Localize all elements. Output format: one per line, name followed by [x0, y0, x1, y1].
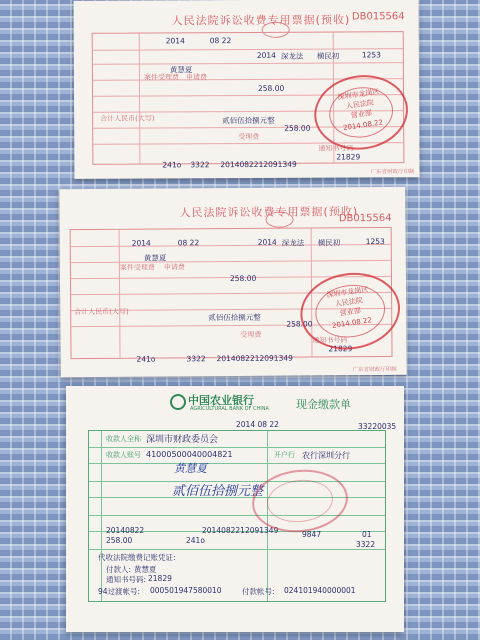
receipt-handler-label: 受理费	[240, 330, 262, 339]
pay-account-label: 付款帐号:	[242, 587, 275, 596]
pay-account: 024101940000001	[284, 586, 356, 595]
payer-line-label: 付款人:	[106, 565, 132, 574]
court-stamp: 深圳市龙岗区 人民法院 营业部 2014.08.22	[309, 69, 413, 156]
bank-cash-deposit-slip	[66, 386, 404, 632]
receipt-payer: 黄慧夏	[169, 65, 193, 75]
receipt-year: 2014	[131, 238, 151, 248]
receipt-case-no: 1253	[361, 50, 381, 60]
receipt-upper-label: 合计人民币(大写)	[74, 307, 129, 317]
receipt-row-label-2: 申请费	[163, 263, 185, 272]
receipt-amount-words: 贰佰伍拾捌元整	[208, 312, 261, 323]
receipt-row-label-1: 案件受理费	[119, 263, 155, 272]
receipt-code-a: 241o	[162, 160, 182, 170]
deposit-amount: 258.00	[106, 536, 133, 545]
slip-top-number: 33220035	[358, 422, 397, 431]
receipt-footer: 广东省财政厅印制	[352, 366, 397, 374]
fee-account: 000501947580010	[150, 586, 222, 595]
receipt-case-no: 1253	[365, 236, 385, 247]
receipt-title-seal	[266, 212, 294, 228]
receipt-clerk: 横民初	[316, 51, 340, 61]
receipt-amount: 258.00	[229, 273, 257, 284]
receipt-handler-label: 受理费	[238, 132, 260, 142]
receipt-court: 深龙法	[281, 238, 305, 248]
receipt-amount: 258.00	[257, 83, 285, 93]
receipt-number: DB015564	[338, 212, 392, 225]
receipt-notice-label: 通知书号码	[318, 144, 354, 153]
receipt-footer: 广东省财政厅印制	[370, 169, 415, 176]
receipt-notice-no: 21829	[336, 152, 361, 162]
receipt-month-day: 08 22	[177, 238, 200, 248]
handwritten-payer: 黄慧夏	[174, 462, 207, 475]
receipt-serial: 20140822120913​49	[220, 159, 297, 170]
receipt-payer: 黄慧夏	[143, 253, 167, 263]
receipt-title: 人民法院诉讼收费专用票据(预收)	[171, 13, 351, 28]
bank-name: 中国农业银行	[188, 394, 254, 407]
payee-label: 收款人全称	[106, 435, 141, 443]
receipt-year-2: 2014	[257, 237, 277, 247]
court-receipt-2	[59, 187, 406, 377]
code-b: 9847	[302, 530, 322, 539]
trace-number: 20140822120913​49	[202, 526, 279, 535]
abc-logo-icon	[170, 394, 186, 410]
account-label: 收款人账号	[106, 451, 141, 459]
handwritten-amount: 贰佰伍拾捌元整	[172, 484, 264, 499]
receipt-code-a: 241o	[136, 354, 156, 364]
code-c: 01	[362, 530, 372, 539]
code-d: 3322	[356, 540, 376, 549]
receipt-row-label-1: 案件受理费	[143, 73, 179, 82]
receipt-amount-2: 258.00	[286, 319, 313, 329]
receipt-court: 深龙法	[280, 51, 304, 61]
receipt-notice-no: 21829	[328, 344, 353, 354]
slip-date: 2014 08 22	[236, 420, 279, 429]
account-number: 41000500040004821	[146, 450, 233, 459]
slip-title: 现金缴款单	[296, 398, 351, 411]
bank-name-en: AGRICULTURAL BANK OF CHINA	[190, 406, 269, 412]
receipt-month-day: 08 22	[209, 36, 232, 46]
receipt-code-b: 3322	[190, 160, 210, 170]
receipt-amount-2: 258.00	[284, 123, 311, 133]
receipt-title: 人民法院诉讼收费专用票据(预收)	[179, 205, 359, 220]
deposit-date: 20140822	[106, 526, 145, 535]
receipt-amount-words: 贰佰伍拾捌元整	[222, 115, 275, 126]
notice-label: 通知书号码:	[106, 575, 147, 584]
receipt-serial: 20140822120913​49	[216, 353, 293, 364]
court-receipt-1	[74, 0, 420, 179]
receipt-clerk: 横民初	[317, 238, 341, 248]
bank-branch: 农行深圳分行	[302, 451, 350, 460]
court-stamp: 深圳市龙岗区 人民法院 营业部 2014.08.22	[295, 266, 405, 356]
receipt-code-b: 3322	[186, 354, 206, 364]
payer-line: 黄慧夏	[134, 565, 157, 574]
payee-name: 深圳市财政委员会	[146, 435, 219, 445]
notice-number: 21829	[148, 574, 172, 583]
receipt-year: 2014	[165, 36, 185, 46]
agency-label: 代收法院缴费记账凭证:	[98, 553, 176, 562]
fee-account-label: 94过渡帐号:	[98, 587, 141, 596]
receipt-upper-label: 合计人民币(大写)	[100, 114, 155, 123]
bank-branch-label: 开户行	[274, 451, 295, 459]
receipt-notice-label: 通知书号码	[312, 336, 348, 345]
receipt-number: DB015564	[351, 11, 405, 23]
receipt-year-2: 2014	[256, 50, 276, 60]
receipt-row-label-2: 申请费	[185, 73, 207, 82]
code-a: 241o	[186, 536, 205, 545]
